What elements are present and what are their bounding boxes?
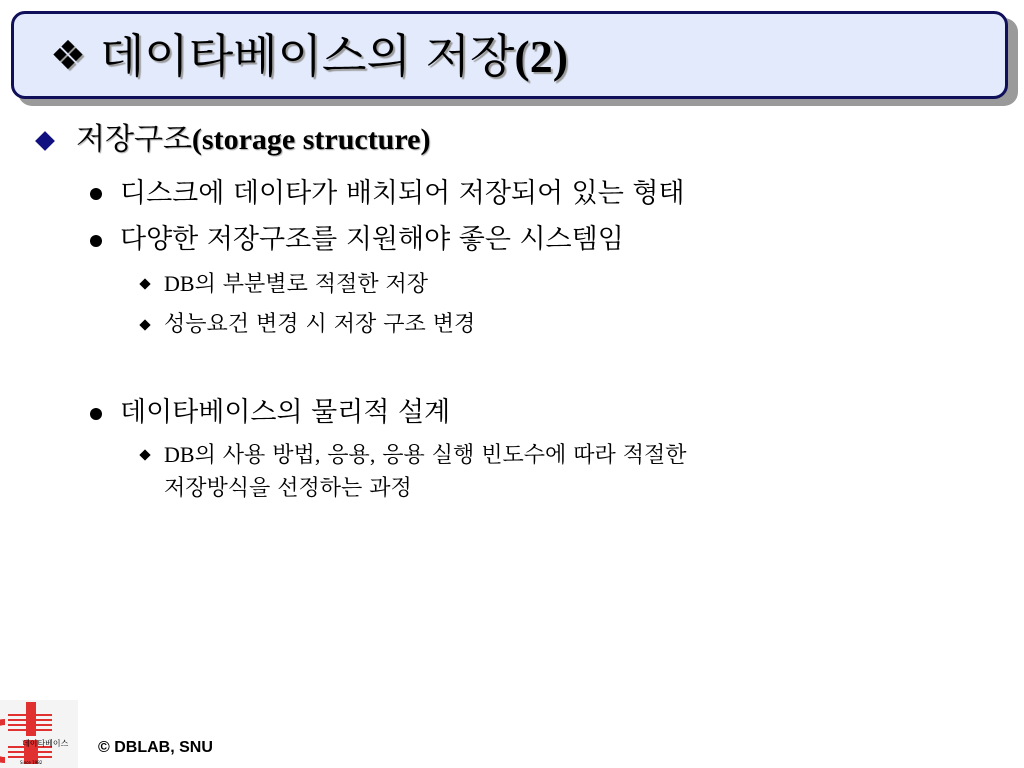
heading-storage-structure	[76, 120, 430, 160]
copyright-footer: © DBLAB, SNU	[98, 739, 213, 756]
diamond-bullet-icon	[35, 131, 55, 151]
dblab-logo	[0, 700, 78, 768]
small-diamond-icon	[139, 319, 150, 330]
bullet-dot-icon	[90, 188, 102, 200]
sub-list-item-continuation: 저장방식을 선정하는 과정	[164, 476, 412, 501]
sub-list-item: 성능요건 변경 시 저장 구조 변경	[164, 312, 476, 337]
small-diamond-icon	[139, 449, 150, 460]
small-diamond-icon	[139, 278, 150, 289]
sub-list-item: DB의 부분별로 적절한 저장	[164, 271, 429, 297]
bullet-dot-icon	[90, 235, 102, 247]
svg-text:Since 1982: Since 1982	[20, 760, 43, 765]
bullet-dot-icon	[90, 408, 102, 420]
heading-en: (storage structure)	[191, 123, 431, 156]
heading-ko: 저장구조	[76, 122, 192, 157]
title-box	[11, 11, 1008, 99]
list-item: 데이타베이스의 물리적 설계	[120, 397, 451, 428]
list-item: 디스크에 데이타가 배치되어 저장되어 있는 형태	[120, 178, 685, 209]
page-title	[50, 28, 568, 87]
title-bullet-icon: ❖	[50, 33, 86, 79]
title-number: (2)	[514, 31, 569, 82]
svg-text:데이타베이스: 데이타베이스	[22, 739, 69, 748]
sub-list-item: DB의 사용 방법, 응용, 응용 실행 빈도수에 따라 적절한	[164, 442, 687, 468]
title-label: 데이타베이스의 저장	[99, 29, 515, 83]
list-item: 다양한 저장구조를 지원해야 좋은 시스템임	[120, 224, 624, 255]
